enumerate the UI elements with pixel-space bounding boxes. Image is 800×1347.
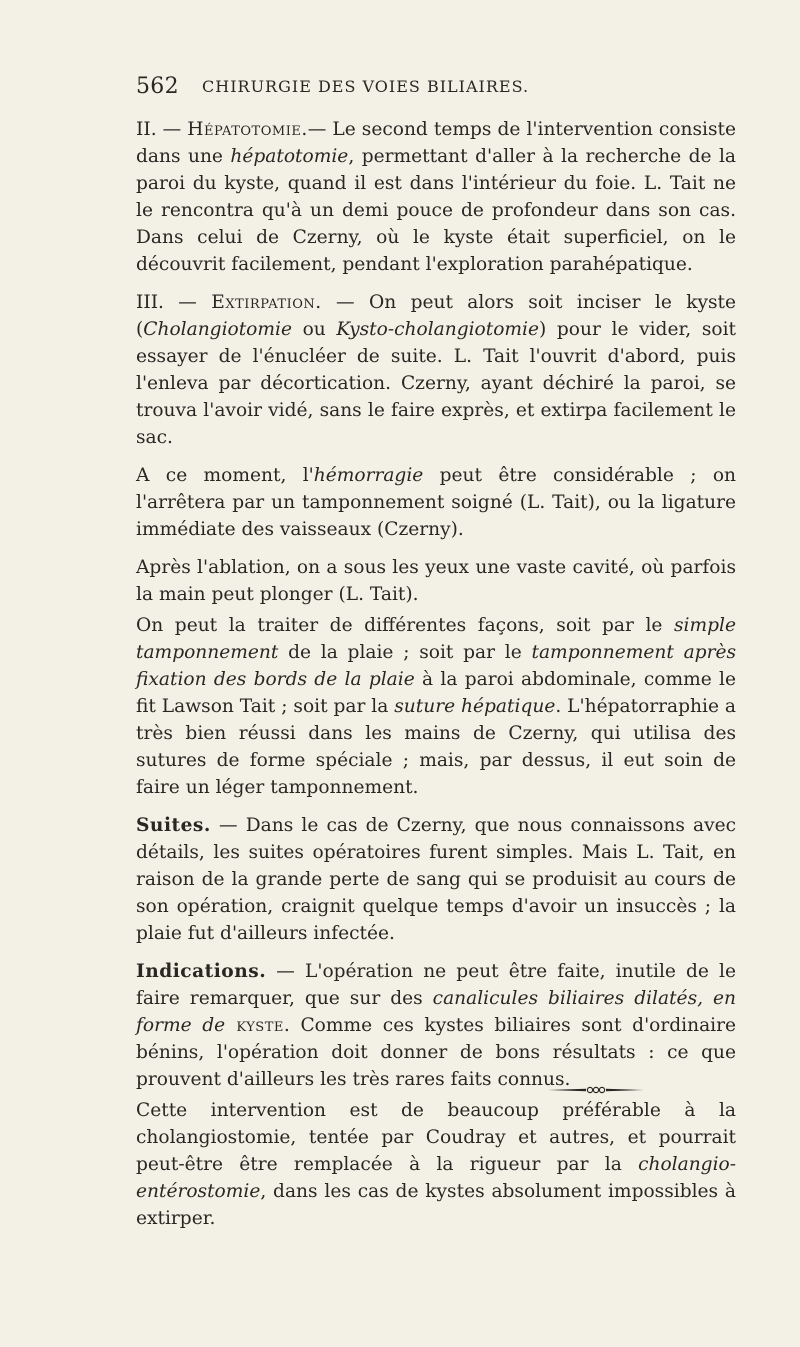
paragraph-suites	[136, 812, 736, 947]
italic-run: suture hépatique	[394, 696, 556, 717]
paragraph-intervention	[136, 1097, 736, 1232]
text-run: à la paroi abdominale, comme le fit Lawson Tait ; soit par la	[136, 669, 736, 717]
italic-run: cholangio-entérostomie	[136, 1154, 736, 1202]
text-run: Après l'ablation, on a sous les yeux une vaste cavité, où parfois la main peut plonger (L. Tait).	[136, 557, 736, 605]
section-heading-suites: Suites.	[136, 815, 211, 836]
text-run: — L'opération ne peut être faite, inutile de le faire remarquer, que sur des	[136, 961, 736, 1009]
italic-run: canalicules biliaires dilatés, en forme de	[136, 988, 736, 1036]
text-run: On peut la traiter de différentes façons, soit par le	[136, 615, 675, 636]
section-numeral: II. —	[136, 119, 188, 140]
paragraph-extirpation	[136, 289, 736, 451]
text-run: — Dans le cas de Czerny, que nous connaissons avec détails, les suites opératoires furent simples. Mais L. Tait, en raison de la grande perte de sang qui se produisit au cours de son opération, craignit quelque temps d'avoir un insuccès ; la plaie fut d'ailleurs infectée.	[136, 815, 736, 944]
italic-run: hémorragie	[313, 465, 424, 486]
section-heading-indications: Indications.	[136, 961, 267, 982]
paragraph-hepatotomie	[136, 116, 736, 278]
text-run: . Comme ces kystes biliaires sont d'ordinaire bénins, l'opération doit donner de bons résultats : ce que prouvent d'ailleurs les très rares faits connus.	[136, 1015, 737, 1090]
text-run: — Le second temps de l'intervention consiste dans une	[136, 119, 736, 167]
text-run: , dans les cas de kystes absolument impossibles à extirper.	[136, 1181, 736, 1229]
small-caps-run: kyste	[225, 1015, 284, 1036]
italic-run: hépatotomie	[230, 146, 349, 167]
italic-run: Cholangiotomie	[143, 319, 292, 340]
text-run: Cette intervention est de beaucoup préférable à la cholangiostomie, tentée par Coudray et autres, et pourrait peut-être être remplacée à la rigueur par la	[136, 1100, 736, 1175]
italic-run: Kysto-cholangiotomie	[336, 319, 540, 340]
text-run: A ce moment, l'	[136, 465, 314, 486]
text-run: de la plaie ; soit par le	[278, 642, 532, 663]
section-numeral: III. —	[136, 292, 212, 313]
section-heading-extirpation: Extirpation.	[211, 292, 322, 313]
italic-run: simple tamponnement	[136, 615, 736, 663]
paragraph-traiter	[136, 612, 736, 801]
text-run: ou	[291, 319, 337, 340]
italic-run: tamponnement après fixation des bords de la plaie	[136, 642, 737, 690]
text-run: peut être considérable ; on l'arrêtera par un tamponnement soigné (L. Tait), ou la ligature immédiate des vaisseaux (Czerny).	[136, 465, 736, 540]
text-run: ) pour le vider, soit essayer de l'énucléer de suite. L. Tait l'ouvrit d'abord, puis l'enleva par décortication. Czerny, ayant déchiré la paroi, se trouva l'avoir vidé, sans le faire exprès, et extirpa facilement le sac.	[136, 319, 736, 448]
paragraph-ablation	[136, 554, 736, 608]
text-run: , permettant d'aller à la recherche de la paroi du kyste, quand il est dans l'intérieur du foie. L. Tait ne le rencontra qu'à un demi pouce de profondeur dans son cas. Dans celui de Czerny, où le kyste était superficiel, on le découvrit facilement, pendant l'exploration parahépatique.	[136, 146, 736, 275]
paragraph-hemorragie	[136, 462, 736, 543]
page-number: 562	[136, 74, 179, 99]
page-body	[136, 116, 736, 1243]
paragraph-indications	[136, 958, 736, 1093]
section-heading-hepatotomie: Hépatotomie.	[187, 119, 308, 140]
text-run: — On peut alors soit inciser le kyste (	[136, 292, 736, 340]
end-ornament	[548, 1085, 644, 1095]
running-title: CHIRURGIE DES VOIES BILIAIRES.	[202, 77, 530, 96]
text-run: . L'hépatorraphie a très bien réussi dans les mains de Czerny, qui utilisa des sutures de forme spéciale ; mais, par dessus, il eut soin de faire un léger tamponnement.	[136, 696, 736, 798]
